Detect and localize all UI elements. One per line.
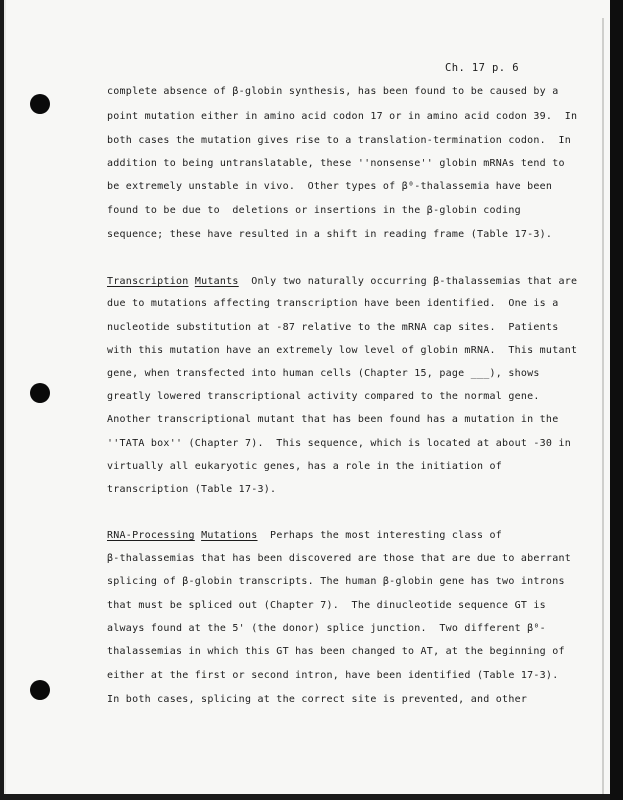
- text-line: In both cases, splicing at the correct site is prevented, and other: [107, 694, 528, 705]
- text-line: splicing of β-globin transcripts. The human β-globin gene has two introns: [107, 576, 565, 587]
- section-heading-line: [107, 530, 502, 541]
- text-line: be extremely unstable in vivo. Other types of β⁰-thalassemia have been: [107, 181, 553, 192]
- section-heading-mutants: Mutants: [194, 276, 239, 287]
- text-line: found to be due to deletions or insertions in the β-globin coding: [107, 205, 521, 216]
- page-number-header: Ch. 17 p. 6: [445, 62, 519, 74]
- section-heading-mutations: Mutations: [201, 530, 258, 541]
- section-heading-transcription: Transcription: [107, 276, 189, 287]
- text-line: ''TATA box'' (Chapter 7). This sequence, which is located at about -30 in: [107, 438, 572, 449]
- page-edge: [602, 18, 604, 794]
- text-line: thalassemias in which this GT has been changed to AT, at the beginning of: [107, 646, 565, 657]
- section-heading-rna-processing: RNA-Processing: [107, 530, 195, 541]
- text-line: with this mutation have an extremely low level of globin mRNA. This mutant: [107, 345, 578, 356]
- text-line: addition to being untranslatable, these ''nonsense'' globin mRNAs tend to: [107, 158, 565, 169]
- punch-hole-middle: [30, 383, 50, 403]
- text-line: β-thalassemias that has been discovered are those that are due to aberrant: [107, 553, 572, 564]
- text-span: Perhaps the most interesting class of: [257, 530, 503, 541]
- text-line: that must be spliced out (Chapter 7). The dinucleotide sequence GT is: [107, 600, 546, 611]
- text-line: point mutation either in amino acid codon 17 or in amino acid codon 39. In: [107, 111, 578, 122]
- text-line: due to mutations affecting transcription have been identified. One is a: [107, 298, 559, 309]
- text-line: either at the first or second intron, have been identified (Table 17-3).: [107, 670, 559, 681]
- text-line: complete absence of β-globin synthesis, has been found to be caused by a: [107, 86, 559, 97]
- punch-hole-top: [30, 94, 50, 114]
- text-line: nucleotide substitution at -87 relative to the mRNA cap sites. Patients: [107, 322, 559, 333]
- text-line: sequence; these have resulted in a shift in reading frame (Table 17-3).: [107, 229, 553, 240]
- punch-hole-bottom: [30, 680, 50, 700]
- scan-border: [610, 0, 623, 800]
- text-line: transcription (Table 17-3).: [107, 484, 277, 495]
- text-line: always found at the 5' (the donor) splice junction. Two different β⁰-: [107, 623, 546, 634]
- text-span: Only two naturally occurring β-thalassemias that are: [238, 276, 578, 287]
- text-line: gene, when transfected into human cells (Chapter 15, page ___), shows: [107, 368, 540, 379]
- text-line: Another transcriptional mutant that has been found has a mutation in the: [107, 414, 559, 425]
- text-line: both cases the mutation gives rise to a translation-termination codon. In: [107, 135, 572, 146]
- text-line: virtually all eukaryotic genes, has a role in the initiation of: [107, 461, 503, 472]
- text-line: greatly lowered transcriptional activity compared to the normal gene.: [107, 391, 540, 402]
- section-heading-line: [107, 276, 577, 287]
